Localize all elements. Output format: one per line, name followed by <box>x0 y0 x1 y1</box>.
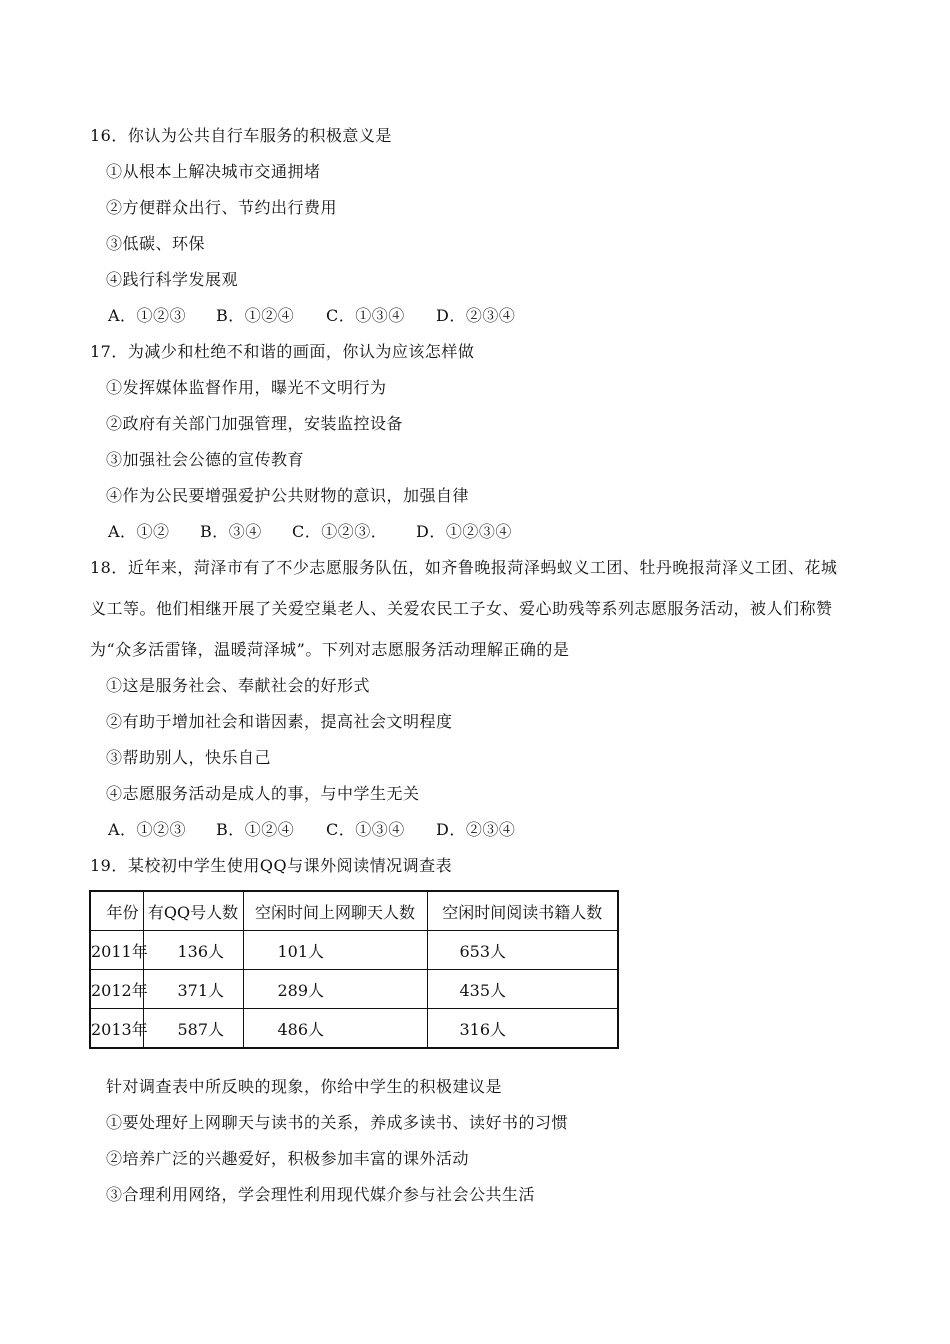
question-17-option-1: ①发挥媒体监督作用，曝光不文明行为 <box>106 378 387 397</box>
table-header-cell: 空闲时间上网聊天人数 <box>243 891 427 931</box>
table-cell: 136人 <box>143 931 243 970</box>
choice-d: D．②③④ <box>436 820 516 839</box>
choice-b: B．①②④ <box>216 306 295 325</box>
table-cell: 653人 <box>427 931 618 970</box>
question-16-choices <box>108 306 515 326</box>
question-17-choices <box>108 522 512 542</box>
question-16-option-1: ①从根本上解决城市交通拥堵 <box>106 162 321 181</box>
question-16-option-4: ④践行科学发展观 <box>106 270 239 289</box>
question-17-option-4: ④作为公民要增强爱护公共财物的意识，加强自律 <box>106 486 470 505</box>
table-cell: 587人 <box>143 1009 243 1049</box>
question-18-option-2: ②有助于增加社会和谐因素，提高社会文明程度 <box>106 712 453 731</box>
question-18-stem-line-3: 为“众多活雷锋，温暖菏泽城”。下列对志愿服务活动理解正确的是 <box>90 640 570 659</box>
table-cell: 371人 <box>143 970 243 1009</box>
question-19-option-3: ③合理利用网络，学会理性利用现代媒介参与社会公共生活 <box>106 1185 536 1204</box>
question-18-choices <box>108 820 515 840</box>
table-cell-year: 2011年 <box>90 931 143 970</box>
table-cell-year: 2013年 <box>90 1009 143 1049</box>
table-cell: 435人 <box>427 970 618 1009</box>
question-17-stem: 17．为减少和杜绝不和谐的画面，你认为应该怎样做 <box>90 342 475 361</box>
question-19-stem: 19．某校初中学生使用QQ与课外阅读情况调查表 <box>90 856 453 875</box>
question-16-stem: 16．你认为公共自行车服务的积极意义是 <box>90 126 392 145</box>
table-header-cell: 空闲时间阅读书籍人数 <box>427 891 618 931</box>
question-18-option-1: ①这是服务社会、奉献社会的好形式 <box>106 676 371 695</box>
choice-d: D．②③④ <box>436 306 516 325</box>
question-18-stem-line-1: 18．近年来，菏泽市有了不少志愿服务队伍，如齐鲁晚报菏泽蚂蚁义工团、牡丹晚报菏泽义工团、花城 <box>90 558 838 577</box>
choice-c: C．①②③． <box>292 522 388 541</box>
choice-d: D．①②③④ <box>416 522 512 541</box>
question-19-option-1: ①要处理好上网聊天与读书的关系，养成多读书、读好书的习惯 <box>106 1113 569 1132</box>
question-18-option-4: ④志愿服务活动是成人的事，与中学生无关 <box>106 784 420 803</box>
question-18-stem-line-2: 义工等。他们相继开展了关爱空巢老人、关爱农民工子女、爱心助残等系列志愿服务活动，被人们称赞 <box>90 599 833 618</box>
table-cell: 289人 <box>243 970 427 1009</box>
question-16-option-2: ②方便群众出行、节约出行费用 <box>106 198 338 217</box>
table-header-cell: 有QQ号人数 <box>143 891 243 931</box>
choice-a: A．①②③ <box>108 820 187 839</box>
table-header-row <box>90 891 618 931</box>
question-18-option-3: ③帮助别人，快乐自己 <box>106 748 272 767</box>
question-19-prompt: 针对调查表中所反映的现象，你给中学生的积极建议是 <box>106 1077 503 1096</box>
choice-b: B．①②④ <box>216 820 295 839</box>
question-17-option-2: ②政府有关部门加强管理，安装监控设备 <box>106 414 404 433</box>
table-header-cell: 年份 <box>90 891 143 931</box>
table-row <box>90 1009 618 1049</box>
question-17-option-3: ③加强社会公德的宣传教育 <box>106 450 305 469</box>
choice-c: C．①③④ <box>326 820 405 839</box>
choice-a: A．①② <box>108 522 170 541</box>
table-row <box>90 970 618 1009</box>
table-cell-year: 2012年 <box>90 970 143 1009</box>
table-row <box>90 931 618 970</box>
table-cell: 316人 <box>427 1009 618 1049</box>
survey-table <box>89 890 619 1049</box>
choice-a: A．①②③ <box>108 306 187 325</box>
question-16-option-3: ③低碳、环保 <box>106 234 206 253</box>
choice-b: B．③④ <box>200 522 262 541</box>
question-19-option-2: ②培养广泛的兴趣爱好，积极参加丰富的课外活动 <box>106 1149 470 1168</box>
table-cell: 486人 <box>243 1009 427 1049</box>
table-cell: 101人 <box>243 931 427 970</box>
choice-c: C．①③④ <box>326 306 405 325</box>
